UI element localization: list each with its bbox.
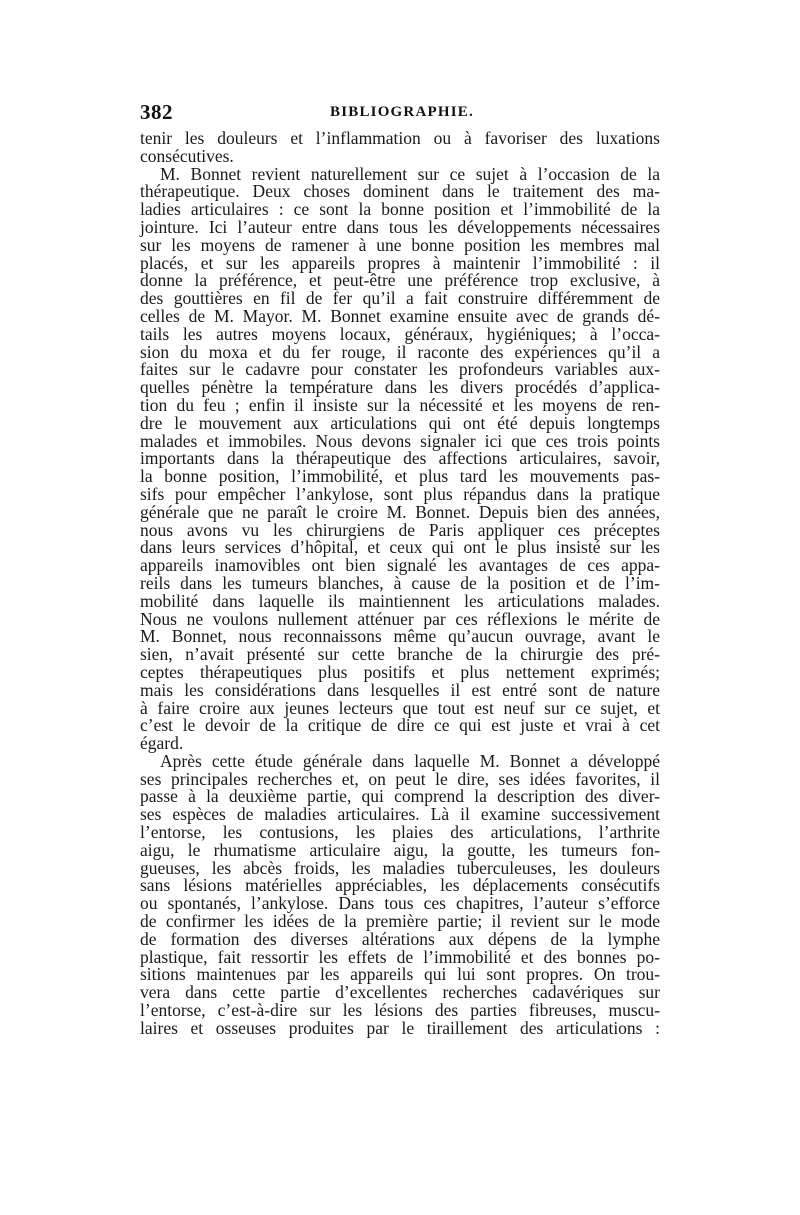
text-line: celles de M. Mayor. M. Bonnet examine ensuite avec de grands dé- (140, 305, 660, 326)
text-line: mobilité dans laquelle ils maintiennent les articulations malades. (140, 590, 660, 611)
text-line: appareils inamovibles ont bien signalé les avantages de ces appa- (140, 555, 660, 576)
text-line: donne la préférence, et peut-être une préférence trop exclusive, à (140, 270, 660, 291)
text-line: vera dans cette partie d’excellentes recherches cadavériques sur (140, 982, 660, 1003)
text-line: aigu, le rhumatisme articulaire aigu, la goutte, les tumeurs fon- (140, 839, 660, 860)
text-line: M. Bonnet revient naturellement sur ce sujet à l’occasion de la (160, 163, 660, 184)
text-line: M. Bonnet, nous reconnaissons même qu’aucun ouvrage, avant le (140, 626, 660, 647)
body-text (140, 130, 660, 1038)
text-line: passe à la deuxième partie, qui comprend la description des diver- (140, 786, 660, 807)
text-line: Nous ne voulons nullement atténuer par ces réflexions le mérite de (140, 608, 660, 629)
text-line: placés, et sur les appareils propres à maintenir l’immobilité : il (140, 252, 660, 273)
text-line: tion du feu ; enfin il insiste sur la nécessité et les moyens de ren- (140, 394, 660, 415)
text-line: la bonne position, l’immobilité, et plus tard les mouvements pas- (140, 466, 660, 487)
text-line: Après cette étude générale dans laquelle M. Bonnet a développé (160, 750, 660, 771)
text-line: quelles pénètre la température dans les divers procédés d’applica- (140, 377, 660, 398)
text-line: sur les moyens de ramener à une bonne position les membres mal (140, 234, 660, 255)
text-line: égard. (140, 733, 184, 754)
text-line: sien, n’avait présenté sur cette branche de la chirurgie des pré- (140, 644, 660, 665)
text-line: ceptes thérapeutiques plus positifs et plus nettement exprimés; (140, 661, 660, 682)
text-line: l’entorse, c’est-à-dire sur les lésions des parties fibreuses, muscu- (140, 1000, 660, 1021)
text-line: dans leurs services d’hôpital, et ceux qui ont le plus insisté sur les (140, 537, 660, 558)
text-line: gueuses, les abcès froids, les maladies tuberculeuses, les douleurs (140, 857, 660, 878)
text-line: sion du moxa et du fer rouge, il raconte des expériences qu’il a (140, 341, 660, 362)
text-line: de formation des diverses altérations aux dépens de la lymphe (140, 928, 660, 949)
page-number: 382 (140, 100, 173, 124)
page-header (140, 100, 660, 130)
running-title: BIBLIOGRAPHIE. (330, 104, 474, 120)
text-line: générale que ne paraît le croire M. Bonnet. Depuis bien des années, (140, 501, 660, 522)
text-line: faites sur le cadavre pour constater les profondeurs variables aux- (140, 359, 660, 380)
text-line: de confirmer les idées de la première partie; il revient sur le mode (140, 911, 660, 932)
text-line: thérapeutique. Deux choses dominent dans le traitement des ma- (140, 181, 660, 202)
text-line: jointure. Ici l’auteur entre dans tous les développements nécessaires (140, 216, 660, 237)
text-line: mais les considérations dans lesquelles il est entré sont de nature (140, 679, 660, 700)
text-line: c’est le devoir de la critique de dire ce qui est juste et vrai à cet (140, 715, 660, 736)
text-line: tails les autres moyens locaux, généraux, hygiéniques; à l’occa- (140, 323, 660, 344)
text-line: dre le mouvement aux articulations qui ont été depuis longtemps (140, 412, 660, 433)
text-line: l’entorse, les contusions, les plaies des articulations, l’arthrite (140, 822, 660, 843)
text-line: des gouttières en fil de fer qu’il a fait construire différemment de (140, 288, 660, 309)
text-line: malades et immobiles. Nous devons signaler ici que ces trois points (140, 430, 660, 451)
text-line: nous avons vu les chirurgiens de Paris appliquer ces préceptes (140, 519, 660, 540)
text-line: ladies articulaires : ce sont la bonne position et l’immobilité de la (140, 199, 660, 220)
text-line: consécutives. (140, 145, 234, 166)
text-line: ou spontanés, l’ankylose. Dans tous ces chapitres, l’auteur s’efforce (140, 893, 660, 914)
text-line: importants dans la thérapeutique des affections articulaires, savoir, (140, 448, 660, 469)
text-line: à faire croire aux jeunes lecteurs que tout est neuf sur ce sujet, et (140, 697, 660, 718)
text-line: sifs pour empêcher l’ankylose, sont plus répandus dans la pratique (140, 483, 660, 504)
text-line: plastique, fait ressortir les effets de l’immobilité et des bonnes po- (140, 946, 660, 967)
text-line: ses principales recherches et, on peut le dire, ses idées favorites, il (140, 768, 660, 789)
text-line: sitions maintenues par les appareils qui lui sont propres. On trou- (140, 964, 660, 985)
text-line: reils dans les tumeurs blanches, à cause de la position et de l’im- (140, 572, 660, 593)
text-line: ses espèces de maladies articulaires. Là il examine successivement (140, 804, 660, 825)
text-line: tenir les douleurs et l’inflammation ou à favoriser des luxations (140, 128, 660, 148)
text-line: laires et osseuses produites par le tiraillement des articulations : (140, 1017, 660, 1038)
text-line: sans lésions matérielles appréciables, les déplacements consécutifs (140, 875, 660, 896)
